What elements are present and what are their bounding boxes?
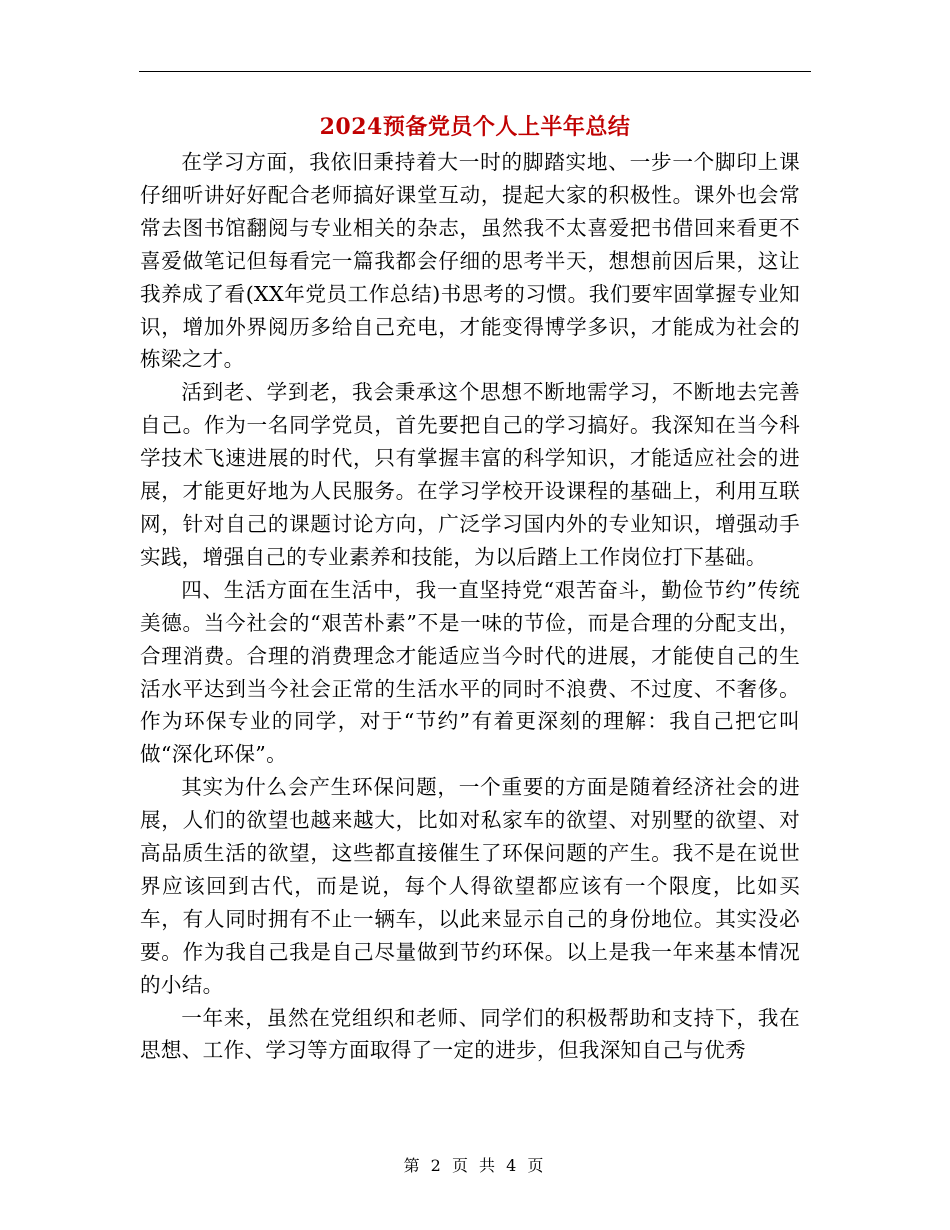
document-body <box>140 146 800 1067</box>
document-title: 2024预备党员个人上半年总结 <box>319 114 631 140</box>
paragraph-environment: 其实为什么会产生环保问题，一个重要的方面是随着经济社会的进展，人们的欲望也越来越大，比如对私家车的欲望、对别墅的欲望、对高品质生活的欲望，这些都直接催生了环保问题的产生。我不是在说世界应该回到古代，而是说，每个人得欲望都应该有一个限度，比如买车，有人同时拥有不止一辆车，以此来显示自己的身份地位。其实没必要。作为我自己我是自己尽量做到节约环保。以上是我一年来基本情况的小结。 <box>140 775 800 997</box>
paragraph-summary: 一年来，虽然在党组织和老师、同学们的积极帮助和支持下，我在思想、工作、学习等方面取得了一定的进步，但我深知自己与优秀 <box>140 1005 800 1063</box>
paragraph-lifelong-learning: 活到老、学到老，我会秉承这个思想不断地需学习，不断地去完善自己。作为一名同学党员，首先要把自己的学习搞好。我深知在当今科学技术飞速进展的时代，只有掌握丰富的科学知识，才能适应社会的进展，才能更好地为人民服务。在学习学校开设课程的基础上，利用互联网，针对自己的课题讨论方向，广泛学习国内外的专业知识，增强动手实践，增强自己的专业素养和技能，为以后踏上工作岗位打下基础。 <box>140 380 800 569</box>
paragraph-life: 四、生活方面在生活中，我一直坚持党“艰苦奋斗，勤俭节约”传统美德。当今社会的“艰苦朴素”不是一味的节俭，而是合理的分配支出，合理消费。合理的消费理念才能适应当今时代的进展，才能使自己的生活水平达到当今社会正常的生活水平的同时不浪费、不过度、不奢侈。作为环保专业的同学，对于“节约”有着更深刻的理解：我自己把它叫做“深化环保”。 <box>140 577 800 767</box>
paragraph-study: 在学习方面，我依旧秉持着大一时的脚踏实地、一步一个脚印上课仔细听讲好好配合老师搞好课堂互动，提起大家的积极性。课外也会常常去图书馆翻阅与专业相关的杂志，虽然我不太喜爱把书借回来看更不喜爱做笔记但每看完一篇我都会仔细的思考半天，想想前因后果，这让我养成了看(XX年党员工作总结)书思考的习惯。我们要牢固掌握专业知识，增加外界阅历多给自己充电，才能变得博学多识，才能成为社会的栋梁之才。 <box>140 150 800 372</box>
header-rule <box>139 71 811 72</box>
page-number: 第 2 页 共 4 页 <box>403 1156 547 1175</box>
